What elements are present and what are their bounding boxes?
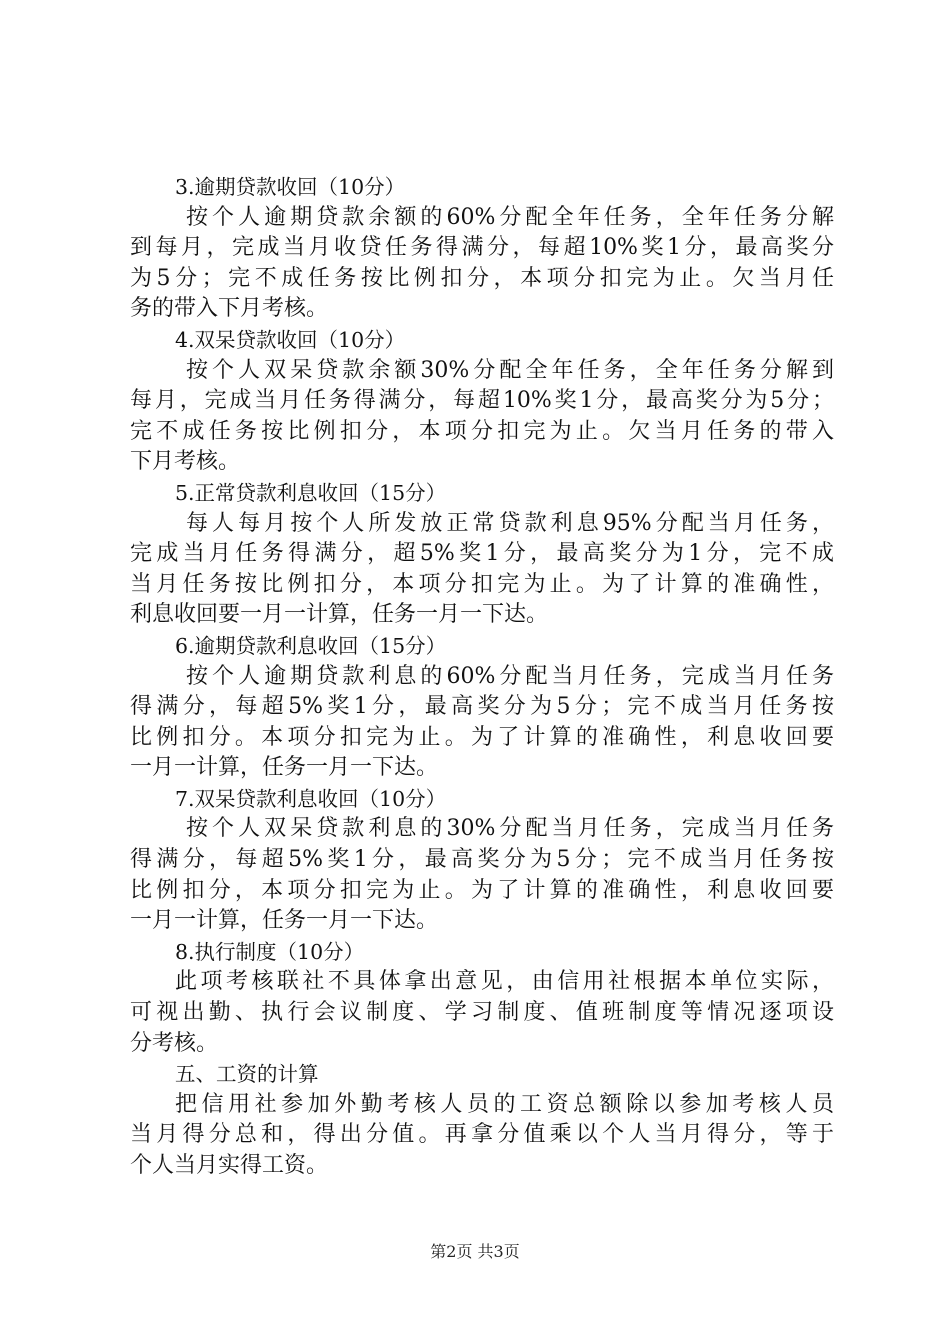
section-heading: 五、工资的计算: [175, 1062, 319, 1087]
section-paragraph: [130, 967, 834, 1059]
paragraph-line: 一月一计算，任务一月一下达。: [130, 755, 439, 781]
paragraph-line: 此项考核联社不具体拿出意见，由信用社根据本单位实际，: [175, 969, 834, 995]
section-heading: 7.双呆贷款利息收回（10分）: [175, 786, 447, 811]
section-paragraph: [130, 662, 834, 784]
paragraph-line: 完成当月任务得满分，超5%奖1分，最高奖分为1分，完不成: [130, 541, 834, 567]
paragraph-line: 当月任务按比例扣分，本项分扣完为止。为了计算的准确性，: [130, 571, 834, 597]
paragraph-line: 每月，完成当月任务得满分，每超10%奖1分，最高奖分为5分；: [130, 388, 834, 414]
paragraph-line: 比例扣分，本项分扣完为止。为了计算的准确性，利息收回要: [130, 877, 834, 903]
paragraph-line: 利息收回要一月一计算，任务一月一下达。: [130, 602, 549, 628]
paragraph-line: 把信用社参加外勤考核人员的工资总额除以参加考核人员: [175, 1091, 834, 1117]
section-heading: 5.正常贷款利息收回（15分）: [175, 480, 447, 505]
section-paragraph: [130, 814, 834, 936]
section-5-normal-interest-recovery: [130, 478, 834, 631]
section-heading: 8.执行制度（10分）: [175, 939, 365, 964]
paragraph-line: 按个人逾期贷款余额的60%分配全年任务，全年任务分解: [186, 204, 834, 230]
section-3-overdue-loan-recovery: [130, 172, 834, 325]
paragraph-line: 得满分，每超5%奖1分，最高奖分为5分；完不成当月任务按: [130, 694, 834, 720]
paragraph-line: 完不成任务按比例扣分，本项分扣完为止。欠当月任务的带入: [130, 418, 834, 444]
paragraph-line: 可视出勤、执行会议制度、学习制度、值班制度等情况逐项设: [130, 1000, 834, 1026]
paragraph-line: 下月考核。: [130, 449, 241, 475]
section-6-overdue-interest-recovery: [130, 631, 834, 784]
paragraph-line: 当月得分总和，得出分值。再拿分值乘以个人当月得分，等于: [130, 1122, 834, 1148]
section-paragraph: [130, 509, 834, 631]
section-8-policy-execution: [130, 937, 834, 1059]
section-paragraph: [130, 356, 834, 478]
document-body: [130, 172, 834, 1182]
section-paragraph: [130, 203, 834, 325]
paragraph-line: 一月一计算，任务一月一下达。: [130, 908, 439, 934]
section-7-bad-loan-interest-recovery: [130, 784, 834, 937]
paragraph-line: 为5分；完不成任务按比例扣分，本项分扣完为止。欠当月任: [130, 265, 834, 291]
section-heading: 4.双呆贷款收回（10分）: [175, 327, 406, 352]
paragraph-line: 个人当月实得工资。: [130, 1153, 329, 1178]
section-wage-calculation: [130, 1059, 834, 1181]
section-heading: 3.逾期贷款收回（10分）: [175, 175, 406, 199]
paragraph-line: 分考核。: [130, 1030, 219, 1056]
paragraph-line: 比例扣分。本项分扣完为止。为了计算的准确性，利息收回要: [130, 724, 834, 750]
paragraph-line: 务的带入下月考核。: [130, 296, 329, 322]
page-number-footer: 第2页 共3页: [430, 1242, 520, 1261]
paragraph-line: 每人每月按个人所发放正常贷款利息95%分配当月任务，: [186, 510, 834, 536]
section-paragraph: [130, 1090, 834, 1182]
section-heading: 6.逾期贷款利息收回（15分）: [175, 633, 447, 658]
paragraph-line: 到每月，完成当月收贷任务得满分，每超10%奖1分，最高奖分: [130, 235, 834, 261]
paragraph-line: 按个人双呆贷款余额30%分配全年任务，全年任务分解到: [186, 357, 834, 383]
paragraph-line: 按个人双呆贷款利息的30%分配当月任务，完成当月任务: [186, 816, 834, 842]
paragraph-line: 按个人逾期贷款利息的60%分配当月任务，完成当月任务: [186, 663, 834, 689]
section-4-bad-loan-recovery: [130, 325, 834, 478]
paragraph-line: 得满分，每超5%奖1分，最高奖分为5分；完不成当月任务按: [130, 847, 834, 873]
